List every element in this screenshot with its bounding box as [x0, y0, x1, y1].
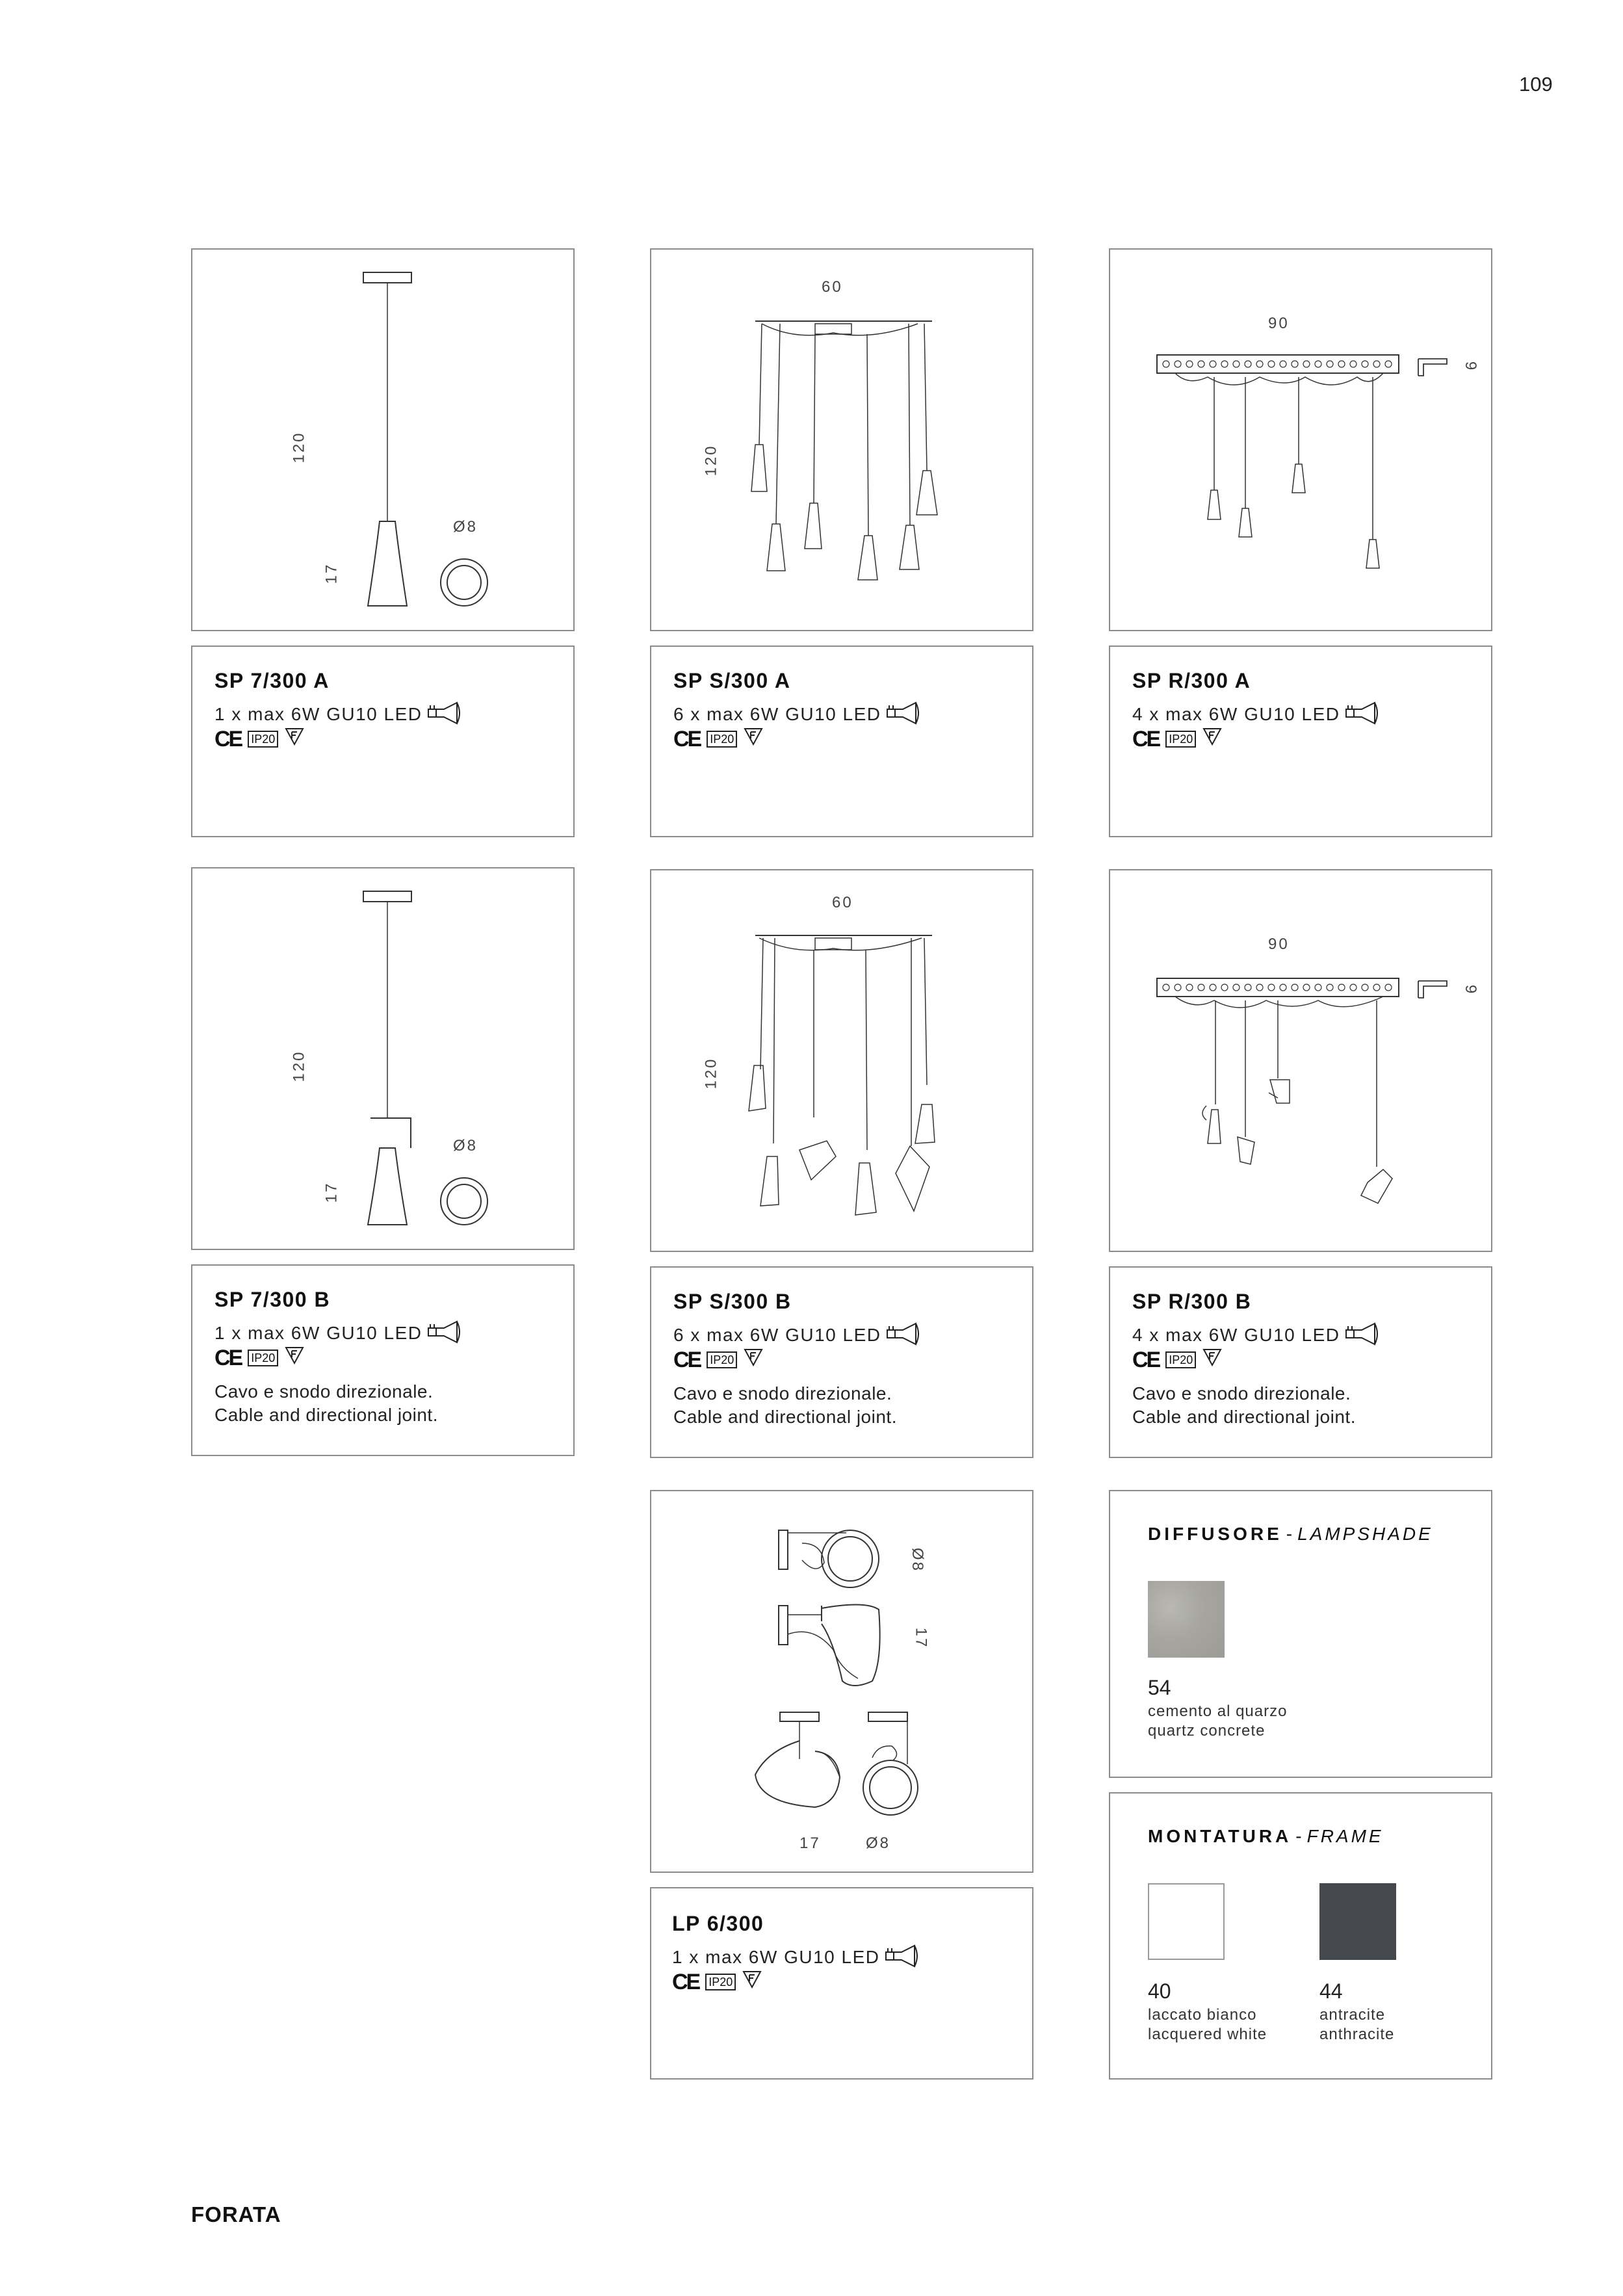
finish-code-anthracite: 44 [1319, 1979, 1343, 2003]
pendant-single-joint-drawing [192, 868, 576, 1251]
certification-marks [672, 1970, 762, 1993]
ce-mark-icon: CE [1132, 726, 1160, 751]
finish-name-it-anthracite: antracite [1319, 2006, 1386, 2024]
ce-mark-icon: CE [673, 726, 701, 751]
ip-rating: IP20 [707, 731, 737, 748]
frame-title-it: MONTATURA [1148, 1826, 1292, 1846]
pendant-single-drawing [192, 250, 576, 633]
ce-mark-icon: CE [1132, 1347, 1160, 1372]
certification-marks [214, 727, 304, 750]
finish-name-en-white: lacquered white [1148, 2026, 1267, 2043]
ip-rating: IP20 [1165, 731, 1196, 748]
f-mark-icon [744, 727, 763, 750]
ip-rating: IP20 [707, 1351, 737, 1368]
gu10-bulb-icon [886, 1321, 921, 1351]
height-dimension: 120 [702, 444, 720, 476]
product-spec [1132, 700, 1380, 731]
pendant-row-joint-drawing [1110, 870, 1494, 1253]
depth-dimension: 9 [1462, 361, 1480, 372]
shade-dimension: 17 [322, 562, 341, 584]
product-spec [214, 1319, 462, 1350]
certification-marks [673, 727, 763, 750]
product-spec [214, 700, 462, 731]
note-italian: Cavo e snodo direzionale. [214, 1381, 434, 1402]
spec-text: 4 x max 6W GU10 LED [1132, 703, 1340, 724]
frame-title-en: FRAME [1306, 1826, 1384, 1846]
spec-text: 4 x max 6W GU10 LED [1132, 1324, 1340, 1345]
f-mark-icon [742, 1970, 762, 1993]
ip-rating: IP20 [248, 731, 278, 748]
width-dimension: 60 [832, 894, 853, 911]
depth-dimension: 9 [1462, 984, 1480, 996]
certification-marks [214, 1346, 304, 1369]
spec-text: 1 x max 6W GU10 LED [214, 1322, 422, 1343]
width-dimension: 90 [1268, 315, 1290, 332]
info-panel-sp7-300b [191, 1264, 575, 1456]
drawing-panel-spr-300a [1109, 248, 1492, 631]
product-code: SP R/300 A [1132, 669, 1251, 692]
page-number: 109 [1519, 73, 1553, 96]
certification-marks [1132, 1348, 1222, 1371]
finish-swatch-anthracite[interactable] [1319, 1883, 1396, 1960]
ce-mark-icon: CE [214, 1345, 242, 1370]
frame-title [1148, 1826, 1384, 1847]
product-spec [1132, 1321, 1380, 1351]
ip-rating: IP20 [705, 1974, 736, 1990]
gu10-bulb-icon [885, 1943, 920, 1974]
spec-text: 6 x max 6W GU10 LED [673, 1324, 881, 1345]
gu10-bulb-icon [427, 700, 462, 731]
drawing-panel-sp7-300a [191, 248, 575, 631]
gu10-bulb-icon [886, 700, 921, 731]
gu10-bulb-icon [1345, 700, 1380, 731]
drawing-panel-sps-300a [650, 248, 1033, 631]
note-english: Cable and directional joint. [673, 1407, 897, 1427]
product-code: SP S/300 A [673, 669, 791, 692]
ip-rating: IP20 [248, 1350, 278, 1366]
info-panel-lp6-300 [650, 1887, 1033, 2080]
ip-rating: IP20 [1165, 1351, 1196, 1368]
finish-code: 54 [1148, 1676, 1171, 1699]
lampshade-title-en: LAMPSHADE [1297, 1524, 1433, 1544]
diameter-dimension: Ø8 [453, 1137, 478, 1155]
certification-marks [1132, 727, 1222, 750]
finish-name-en: quartz concrete [1148, 1722, 1266, 1740]
product-spec [672, 1943, 920, 1974]
product-spec [673, 1321, 921, 1351]
info-panel-sps-300b [650, 1266, 1033, 1458]
spec-text: 6 x max 6W GU10 LED [673, 703, 881, 724]
f-mark-icon [1202, 727, 1222, 750]
shade-dimension: 17 [912, 1627, 930, 1649]
drawing-panel-sp7-300b [191, 867, 575, 1250]
ce-mark-icon: CE [672, 1969, 699, 1994]
f-mark-icon [1202, 1348, 1222, 1371]
spec-text: 1 x max 6W GU10 LED [214, 703, 422, 724]
lampshade-title-it: DIFFUSORE [1148, 1524, 1282, 1544]
note-italian: Cavo e snodo direzionale. [673, 1383, 892, 1403]
info-panel-sps-300a [650, 646, 1033, 837]
diameter-dimension: Ø8 [453, 518, 478, 536]
ce-mark-icon: CE [673, 1347, 701, 1372]
pendant-cluster-drawing [651, 250, 1035, 633]
height-dimension: 120 [290, 1050, 308, 1082]
note-english: Cable and directional joint. [1132, 1407, 1356, 1427]
finish-name-en-anthracite: anthracite [1319, 2026, 1395, 2043]
finish-code-white: 40 [1148, 1979, 1171, 2003]
product-spec [673, 700, 921, 731]
product-code: LP 6/300 [672, 1912, 764, 1935]
finish-name-it: cemento al quarzo [1148, 1702, 1288, 1720]
product-code: SP R/300 B [1132, 1290, 1252, 1313]
gu10-bulb-icon [1345, 1321, 1380, 1351]
lampshade-finish-panel [1109, 1490, 1492, 1778]
height-dimension: 120 [702, 1057, 720, 1089]
spec-text: 1 x max 6W GU10 LED [672, 1946, 880, 1967]
drawing-panel-lp6-300 [650, 1490, 1033, 1873]
f-mark-icon [744, 1348, 763, 1371]
bottom-shade-dimension: 17 [799, 1834, 821, 1852]
product-code: SP 7/300 A [214, 669, 330, 692]
info-panel-sp7-300a [191, 646, 575, 837]
f-mark-icon [285, 727, 304, 750]
height-dimension: 120 [290, 431, 308, 463]
certification-marks [673, 1348, 763, 1371]
width-dimension: 90 [1268, 935, 1290, 953]
finish-name-it-white: laccato bianco [1148, 2006, 1257, 2024]
bottom-diameter-dimension: Ø8 [866, 1834, 891, 1852]
lampshade-title [1148, 1524, 1433, 1545]
frame-title-separator: - [1295, 1826, 1303, 1846]
drawing-panel-sps-300b [650, 869, 1033, 1252]
product-code: SP 7/300 B [214, 1288, 331, 1311]
width-dimension: 60 [822, 278, 843, 296]
diameter-dimension: Ø8 [909, 1547, 927, 1573]
finish-swatch-quartz-concrete[interactable] [1148, 1581, 1225, 1658]
ce-mark-icon: CE [214, 726, 242, 751]
frame-finish-panel [1109, 1792, 1492, 2080]
wall-lamp-drawing [651, 1491, 1035, 1874]
shade-dimension: 17 [322, 1181, 341, 1203]
brand-name: FORATA [191, 2202, 281, 2226]
drawing-panel-spr-300b [1109, 869, 1492, 1252]
info-panel-spr-300a [1109, 646, 1492, 837]
lampshade-title-separator: - [1286, 1524, 1294, 1544]
pendant-row-drawing [1110, 250, 1494, 633]
note-italian: Cavo e snodo direzionale. [1132, 1383, 1351, 1403]
info-panel-spr-300b [1109, 1266, 1492, 1458]
finish-swatch-lacquered-white[interactable] [1148, 1883, 1225, 1960]
note-english: Cable and directional joint. [214, 1405, 438, 1425]
product-code: SP S/300 B [673, 1290, 792, 1313]
gu10-bulb-icon [427, 1319, 462, 1350]
f-mark-icon [285, 1346, 304, 1369]
